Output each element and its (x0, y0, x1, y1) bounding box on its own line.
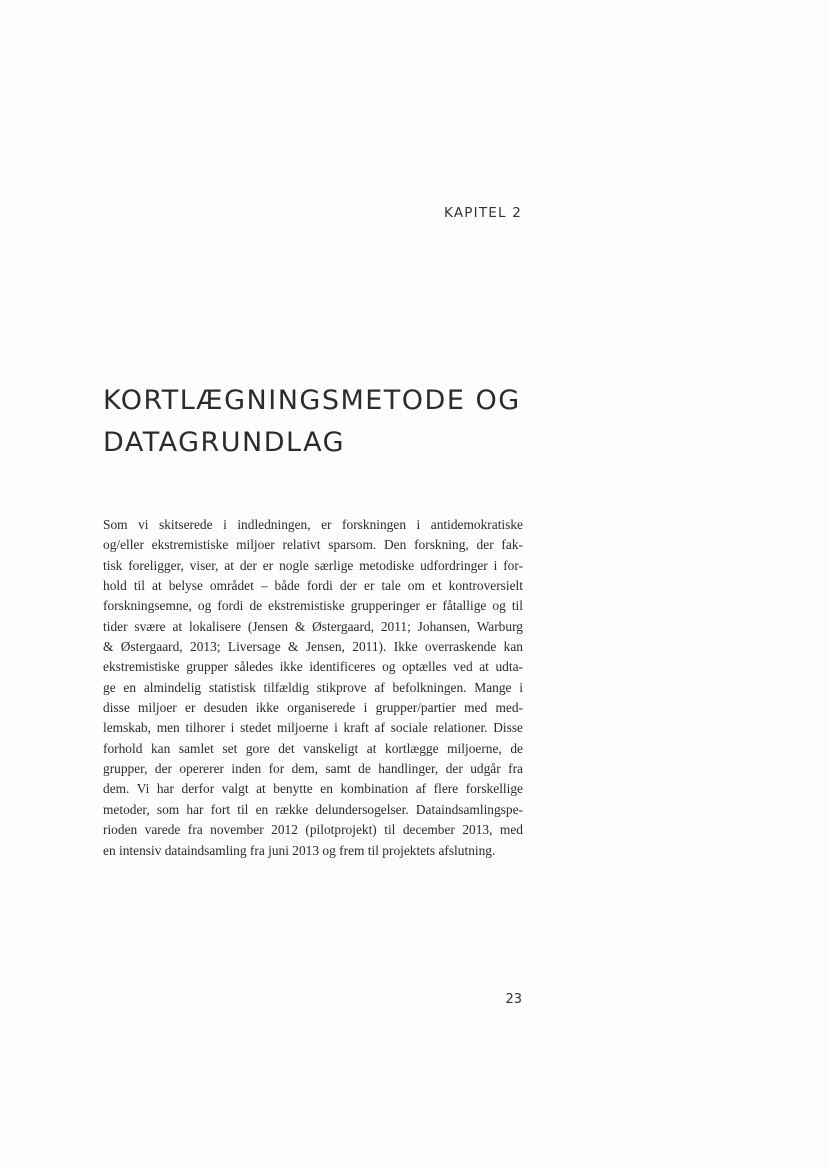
body-line: rioden varede fra november 2012 (pilotprojekt) til december 2013, med (103, 822, 523, 838)
body-line: forskningsemne, og fordi de ekstremistiske grupperinger er fåtallige og til (103, 598, 523, 614)
chapter-title-line-2: DATAGRUNDLAG (103, 427, 346, 458)
chapter-label: KAPITEL 2 (444, 205, 522, 221)
body-line-last: en intensiv dataindsamling fra juni 2013 og frem til projektets afslutning. (103, 842, 496, 858)
body-line: ekstremistiske grupper således ikke identificeres og optælles ved at udta- (103, 659, 523, 675)
body-line: disse miljoer er desuden ikke organiserede i grupper/partier med med- (103, 700, 523, 716)
body-line: dem. Vi har derfor valgt at benytte en kombination af flere forskellige (103, 781, 523, 797)
body-line: hold til at belyse området – både fordi der er tale om et kontroversielt (103, 578, 523, 594)
page-number: 23 (505, 992, 522, 1007)
body-line: Som vi skitserede i indledningen, er forskningen i antidemokratiske (103, 517, 523, 532)
body-line: lemskab, men tilhorer i stedet miljoerne i kraft af sociale relationer. Disse (103, 720, 523, 736)
body-line: metoder, som har fort til en række delundersogelser. Dataindsamlingspe- (103, 801, 523, 817)
body-line: ge en almindelig statistisk tilfældig stikprove af befolkningen. Mange i (103, 679, 523, 695)
body-line: og/eller ekstremistiske miljoer relativt sparsom. Den forskning, der fak- (103, 537, 523, 553)
body-line: grupper, der opererer inden for dem, samt de handlinger, der udgår fra (103, 761, 523, 777)
body-paragraph (103, 515, 523, 861)
body-line: tisk foreligger, viser, at der er nogle særlige metodiske udfordringer i for- (103, 557, 523, 573)
chapter-title (103, 380, 543, 464)
body-line: & Østergaard, 2013; Liversage & Jensen, 2011). Ikke overraskende kan (103, 639, 523, 655)
chapter-title-line-1: KORTLÆGNINGSMETODE OG (103, 385, 521, 416)
body-line: forhold kan samlet set gore det vanskeligt at kortlægge miljoerne, de (103, 740, 523, 756)
body-line: tider svære at lokalisere (Jensen & Østergaard, 2011; Johansen, Warburg (103, 618, 523, 634)
